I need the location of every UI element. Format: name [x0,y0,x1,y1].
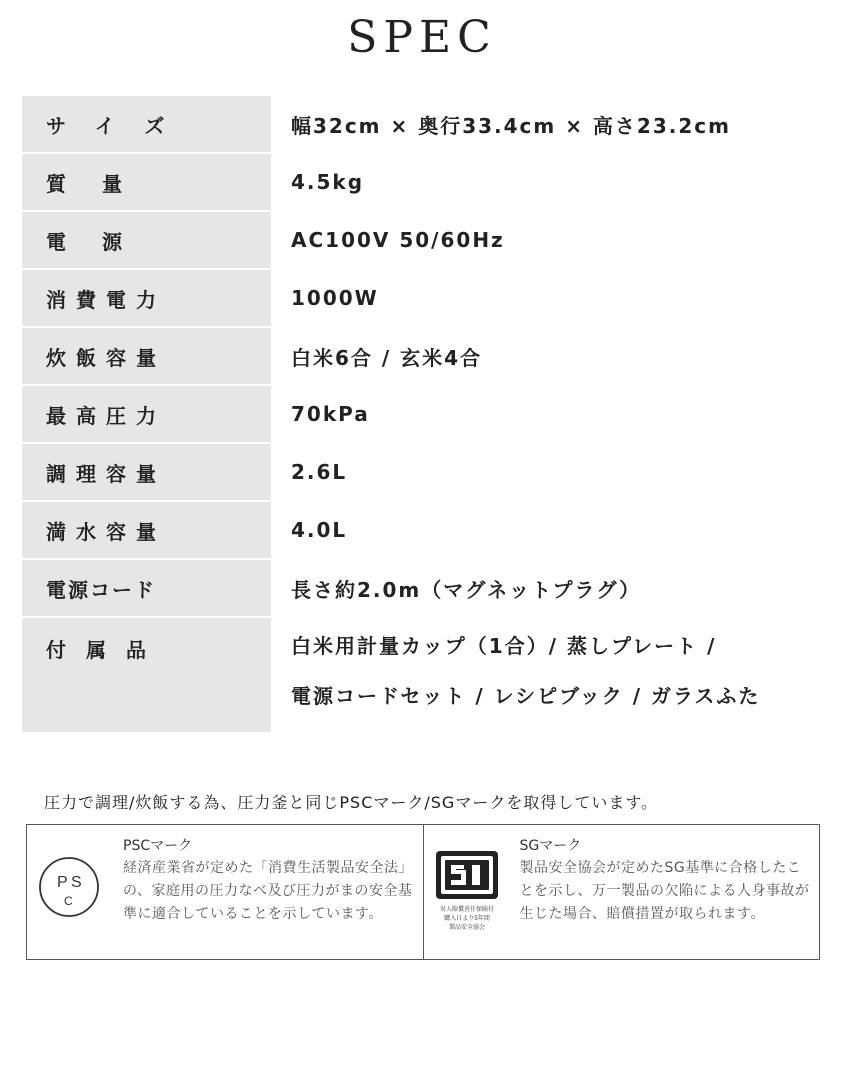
psc-mark-box [27,825,423,959]
spec-value [271,618,832,732]
spec-value: 70kPa [291,402,370,426]
spec-value: 白米6合 / 玄米4合 [291,345,483,370]
certification-note: 圧力で調理/炊飯する為、圧力釜と同じPSCマーク/SGマークを取得しています。 [44,793,659,812]
spec-value: AC100V 50/60Hz [291,228,505,252]
spec-row-cooking-capacity [22,444,832,502]
psc-logo-c: C [64,894,73,908]
sg-logo-caption-1: 対人賠償責任保険付 [439,906,494,913]
psc-logo-icon [37,855,101,919]
sg-logo-caption-3: 製品安全協会 [448,924,485,931]
sg-logo-caption-2: 購入日より5年間 [443,915,490,922]
spec-row-power-consumption [22,270,832,328]
sg-mark-box [423,825,820,959]
spec-value-line: 白米用計量カップ（1合）/ 蒸しプレート / [291,634,717,658]
psc-mark-description: 経済産業省が定めた「消費生活製品安全法」の、家庭用の圧力なべ及び圧力がまの安全基準に適合していることを示しています。 [123,860,413,922]
spec-label: 電源 [22,212,271,268]
spec-value: 長さ約2.0m（マグネットプラグ） [291,577,642,602]
spec-row-accessories [22,618,832,734]
spec-row-rice-capacity [22,328,832,386]
certification-marks [26,824,820,960]
page-title: SPEC [347,12,497,63]
spec-label: 電源コード [22,560,271,616]
psc-logo-p: P [57,874,68,891]
spec-label: 付属品 [22,618,271,732]
spec-value: 幅32cm × 奥行33.4cm × 高さ23.2cm [291,113,731,138]
spec-value: 2.6L [291,460,348,484]
sg-mark-title: SGマーク [519,838,582,854]
spec-label: 調理容量 [22,444,271,500]
psc-mark-title: PSCマーク [123,838,193,854]
spec-row-power-cord [22,560,832,618]
spec-label: 消費電力 [22,270,271,326]
spec-value: 4.0L [291,518,348,542]
spec-label: 最高圧力 [22,386,271,442]
spec-row-power-source [22,212,832,270]
psc-logo-s: S [71,874,82,891]
spec-row-max-pressure [22,386,832,444]
spec-value: 4.5kg [291,170,365,194]
spec-row-full-water-capacity [22,502,832,560]
spec-value: 1000W [291,286,379,310]
spec-label: 炊飯容量 [22,328,271,384]
spec-row-size [22,96,832,154]
spec-table [22,96,832,734]
spec-label: サイズ [22,96,271,152]
sg-logo-icon [434,849,500,937]
spec-row-weight [22,154,832,212]
spec-label: 質量 [22,154,271,210]
spec-label: 満水容量 [22,502,271,558]
sg-mark-description: 製品安全協会が定めたSG基準に合格したことを示し、万一製品の欠陥による人身事故が生じた場合、賠償措置が取られます。 [519,860,810,922]
spec-value-line: 電源コードセット / レシピブック / ガラスふた [291,684,761,708]
